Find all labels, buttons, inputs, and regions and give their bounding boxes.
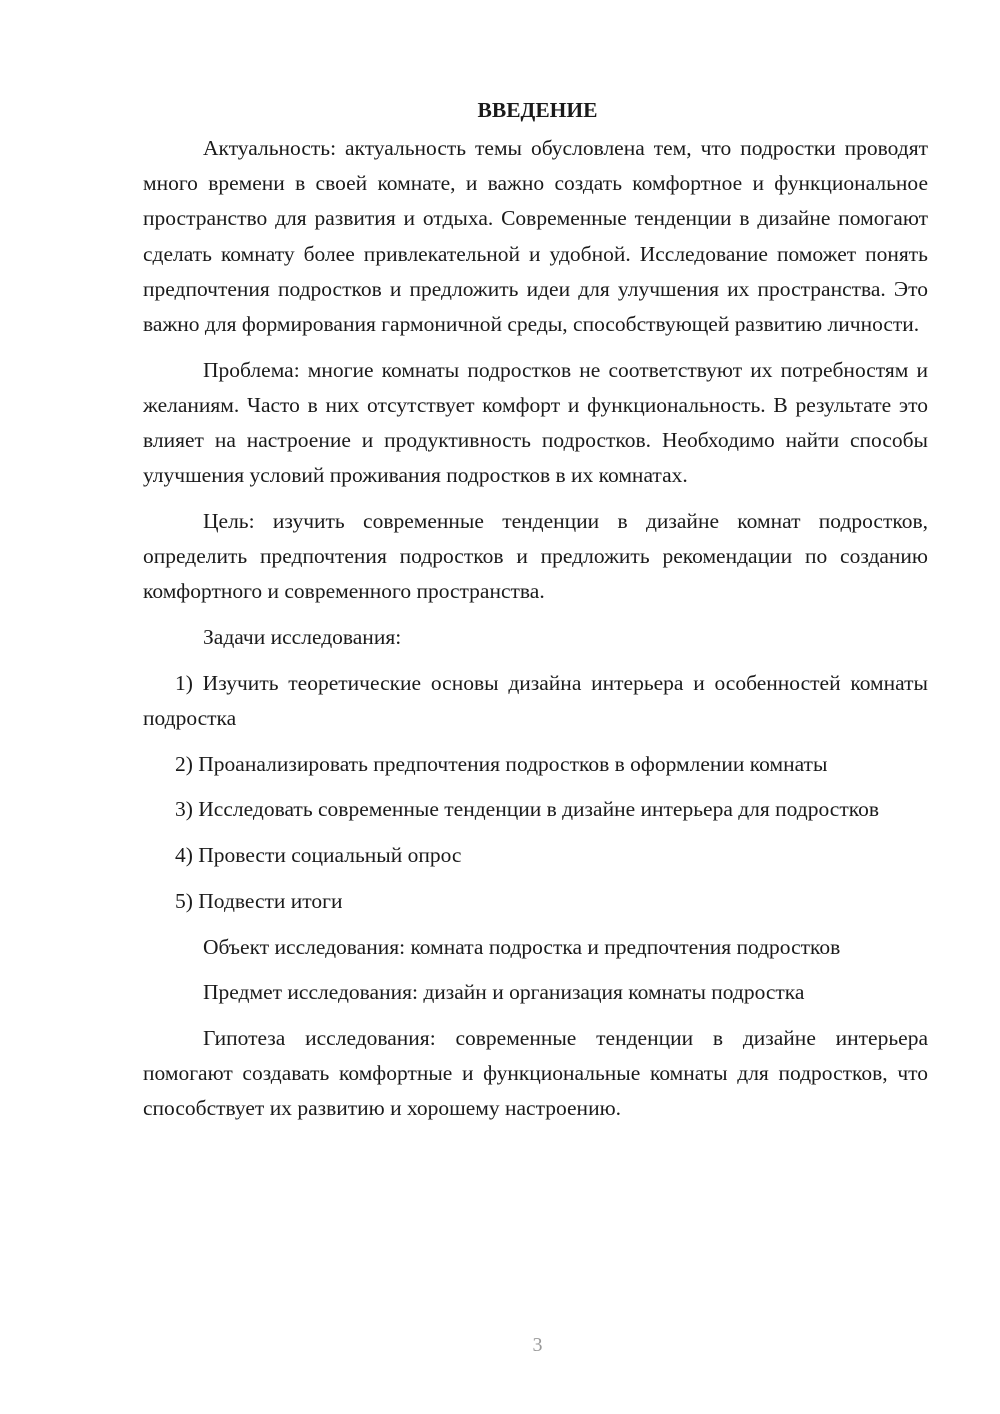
page-title: ВВЕДЕНИЕ — [477, 98, 598, 122]
task-item: 5) Подвести итоги — [175, 888, 343, 913]
relevance-paragraph: Актуальность: актуальность темы обусловлена тем, что подростки проводят много времени в своей комнате, и важно создать комфортное и функциональное пространство для развития и отдыха. Современные тенденции в дизайне помогают сделать комнату более привлекательной и удобной. Исследование поможет понять предпочтения подростков и предложить идеи для улучшения их пространства. Это важно для формирования гармоничной среды, способствующей развитию личности. — [143, 136, 928, 337]
page-number: 3 — [532, 1334, 543, 1356]
document-page — [143, 92, 928, 1137]
problem-paragraph: Проблема: многие комнаты подростков не соответствуют их потребностям и желаниям. Часто в них отсутствует комфорт и функциональность. В результате это влияет на настроение и продуктивность подростков. Необходимо найти способы улучшения условий проживания подростков в их комнатах. — [143, 357, 928, 488]
tasks-heading: Задачи исследования: — [203, 625, 402, 650]
task-item: 3) Исследовать современные тенденции в дизайне интерьера для подростков — [175, 797, 879, 822]
subject-paragraph: Предмет исследования: дизайн и организация комнаты подростка — [203, 980, 805, 1005]
task-item: 4) Провести социальный опрос — [175, 843, 462, 868]
task-item: 1) Изучить теоретические основы дизайна интерьера и особенностей комнаты подростка — [143, 670, 928, 731]
goal-paragraph: Цель: изучить современные тенденции в дизайне комнат подростков, определить предпочтения подростков и предложить рекомендации по созданию комфортного и современного пространства. — [143, 509, 928, 604]
object-paragraph: Объект исследования: комната подростка и предпочтения подростков — [203, 934, 841, 959]
task-item: 2) Проанализировать предпочтения подростков в оформлении комнаты — [175, 751, 828, 776]
tasks-list — [143, 666, 928, 919]
hypothesis-paragraph: Гипотеза исследования: современные тенденции в дизайне интерьера помогают создавать комфортные и функциональные комнаты для подростков, что способствует их развитию и хорошему настроению. — [143, 1025, 928, 1121]
